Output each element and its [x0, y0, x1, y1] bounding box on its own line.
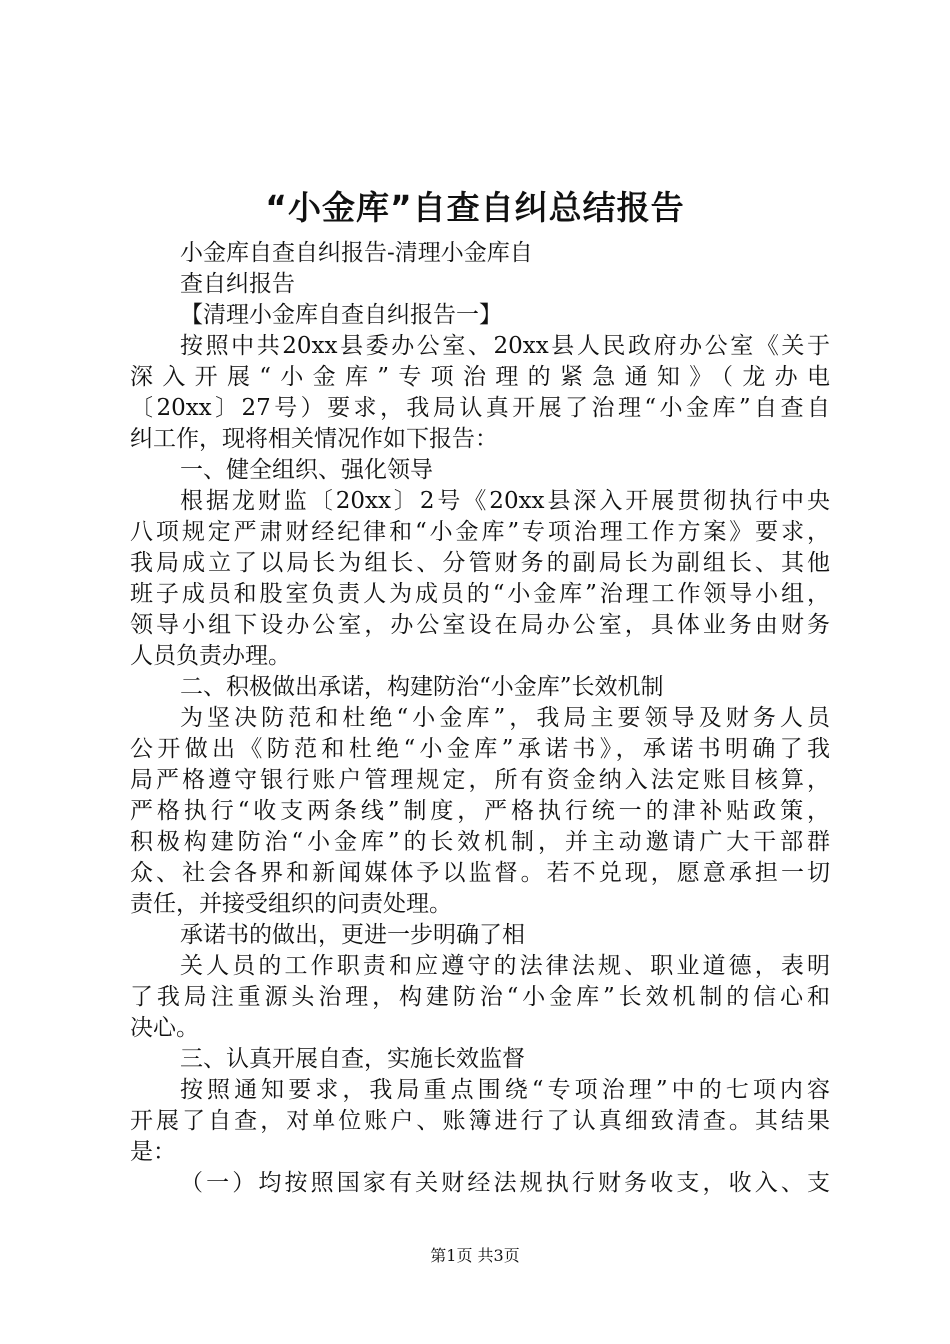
text-line: 按照中共20xx县委办公室、20xx县人民政府办公室《关于	[180, 333, 830, 359]
text-line: 一、健全组织、强化领导	[180, 457, 433, 483]
text-line: 开展了自查，对单位账户、账簿进行了认真细致清查。其结果	[130, 1108, 830, 1134]
text-line: 积极构建防治“小金库”的长效机制，并主动邀请广大干部群	[130, 829, 830, 855]
text-line: 〔20xx〕27号）要求，我局认真开展了治理“小金库”自查自	[130, 395, 830, 421]
text-line: 众、社会各界和新闻媒体予以监督。若不兑现，愿意承担一切	[130, 860, 830, 886]
text-line: 为坚决防范和杜绝“小金库”，我局主要领导及财务人员	[180, 705, 830, 731]
text-line: 人员负责办理。	[130, 643, 291, 669]
text-line: 承诺书的做出，更进一步明确了相	[180, 922, 525, 948]
text-line: 二、积极做出承诺，构建防治“小金库”长效机制	[180, 674, 664, 700]
text-line: 【清理小金库自查自纠报告一】	[180, 302, 502, 328]
text-line: 公开做出《防范和杜绝“小金库”承诺书》，承诺书明确了我	[130, 736, 830, 762]
text-line: 严格执行“收支两条线”制度，严格执行统一的津补贴政策，	[130, 798, 830, 824]
text-line: 根据龙财监〔20xx〕2号《20xx县深入开展贯彻执行中央	[180, 488, 830, 514]
text-line: 关人员的工作职责和应遵守的法律法规、职业道德，表明	[180, 953, 830, 979]
document-title: “小金库”自查自纠总结报告	[265, 188, 685, 227]
text-line: （一）均按照国家有关财经法规执行财务收支，收入、支	[180, 1170, 830, 1196]
text-line: 领导小组下设办公室，办公室设在局办公室，具体业务由财务	[130, 612, 830, 638]
text-line: 小金库自查自纠报告-清理小金库自	[180, 240, 533, 266]
page-footer: 第1页 共3页	[430, 1246, 520, 1265]
text-line: 纠工作，现将相关情况作如下报告：	[130, 426, 498, 452]
text-line: 深入开展“小金库”专项治理的紧急通知》（龙办电	[130, 364, 830, 390]
text-line: 班子成员和股室负责人为成员的“小金库”治理工作领导小组，	[130, 581, 830, 607]
text-line: 是：	[130, 1139, 176, 1165]
text-line: 了我局注重源头治理，构建防治“小金库”长效机制的信心和	[130, 984, 830, 1010]
document-body	[130, 238, 830, 1199]
text-line: 八项规定严肃财经纪律和“小金库”专项治理工作方案》要求，	[130, 519, 830, 545]
text-line: 按照通知要求，我局重点围绕“专项治理”中的七项内容	[180, 1077, 830, 1103]
text-line: 责任，并接受组织的问责处理。	[130, 891, 452, 917]
text-line: 查自纠报告	[180, 271, 295, 297]
text-line: 三、认真开展自查，实施长效监督	[180, 1046, 525, 1072]
text-line: 局严格遵守银行账户管理规定，所有资金纳入法定账目核算，	[130, 767, 830, 793]
text-line: 我局成立了以局长为组长、分管财务的副局长为副组长、其他	[130, 550, 830, 576]
text-line: 决心。	[130, 1015, 199, 1041]
